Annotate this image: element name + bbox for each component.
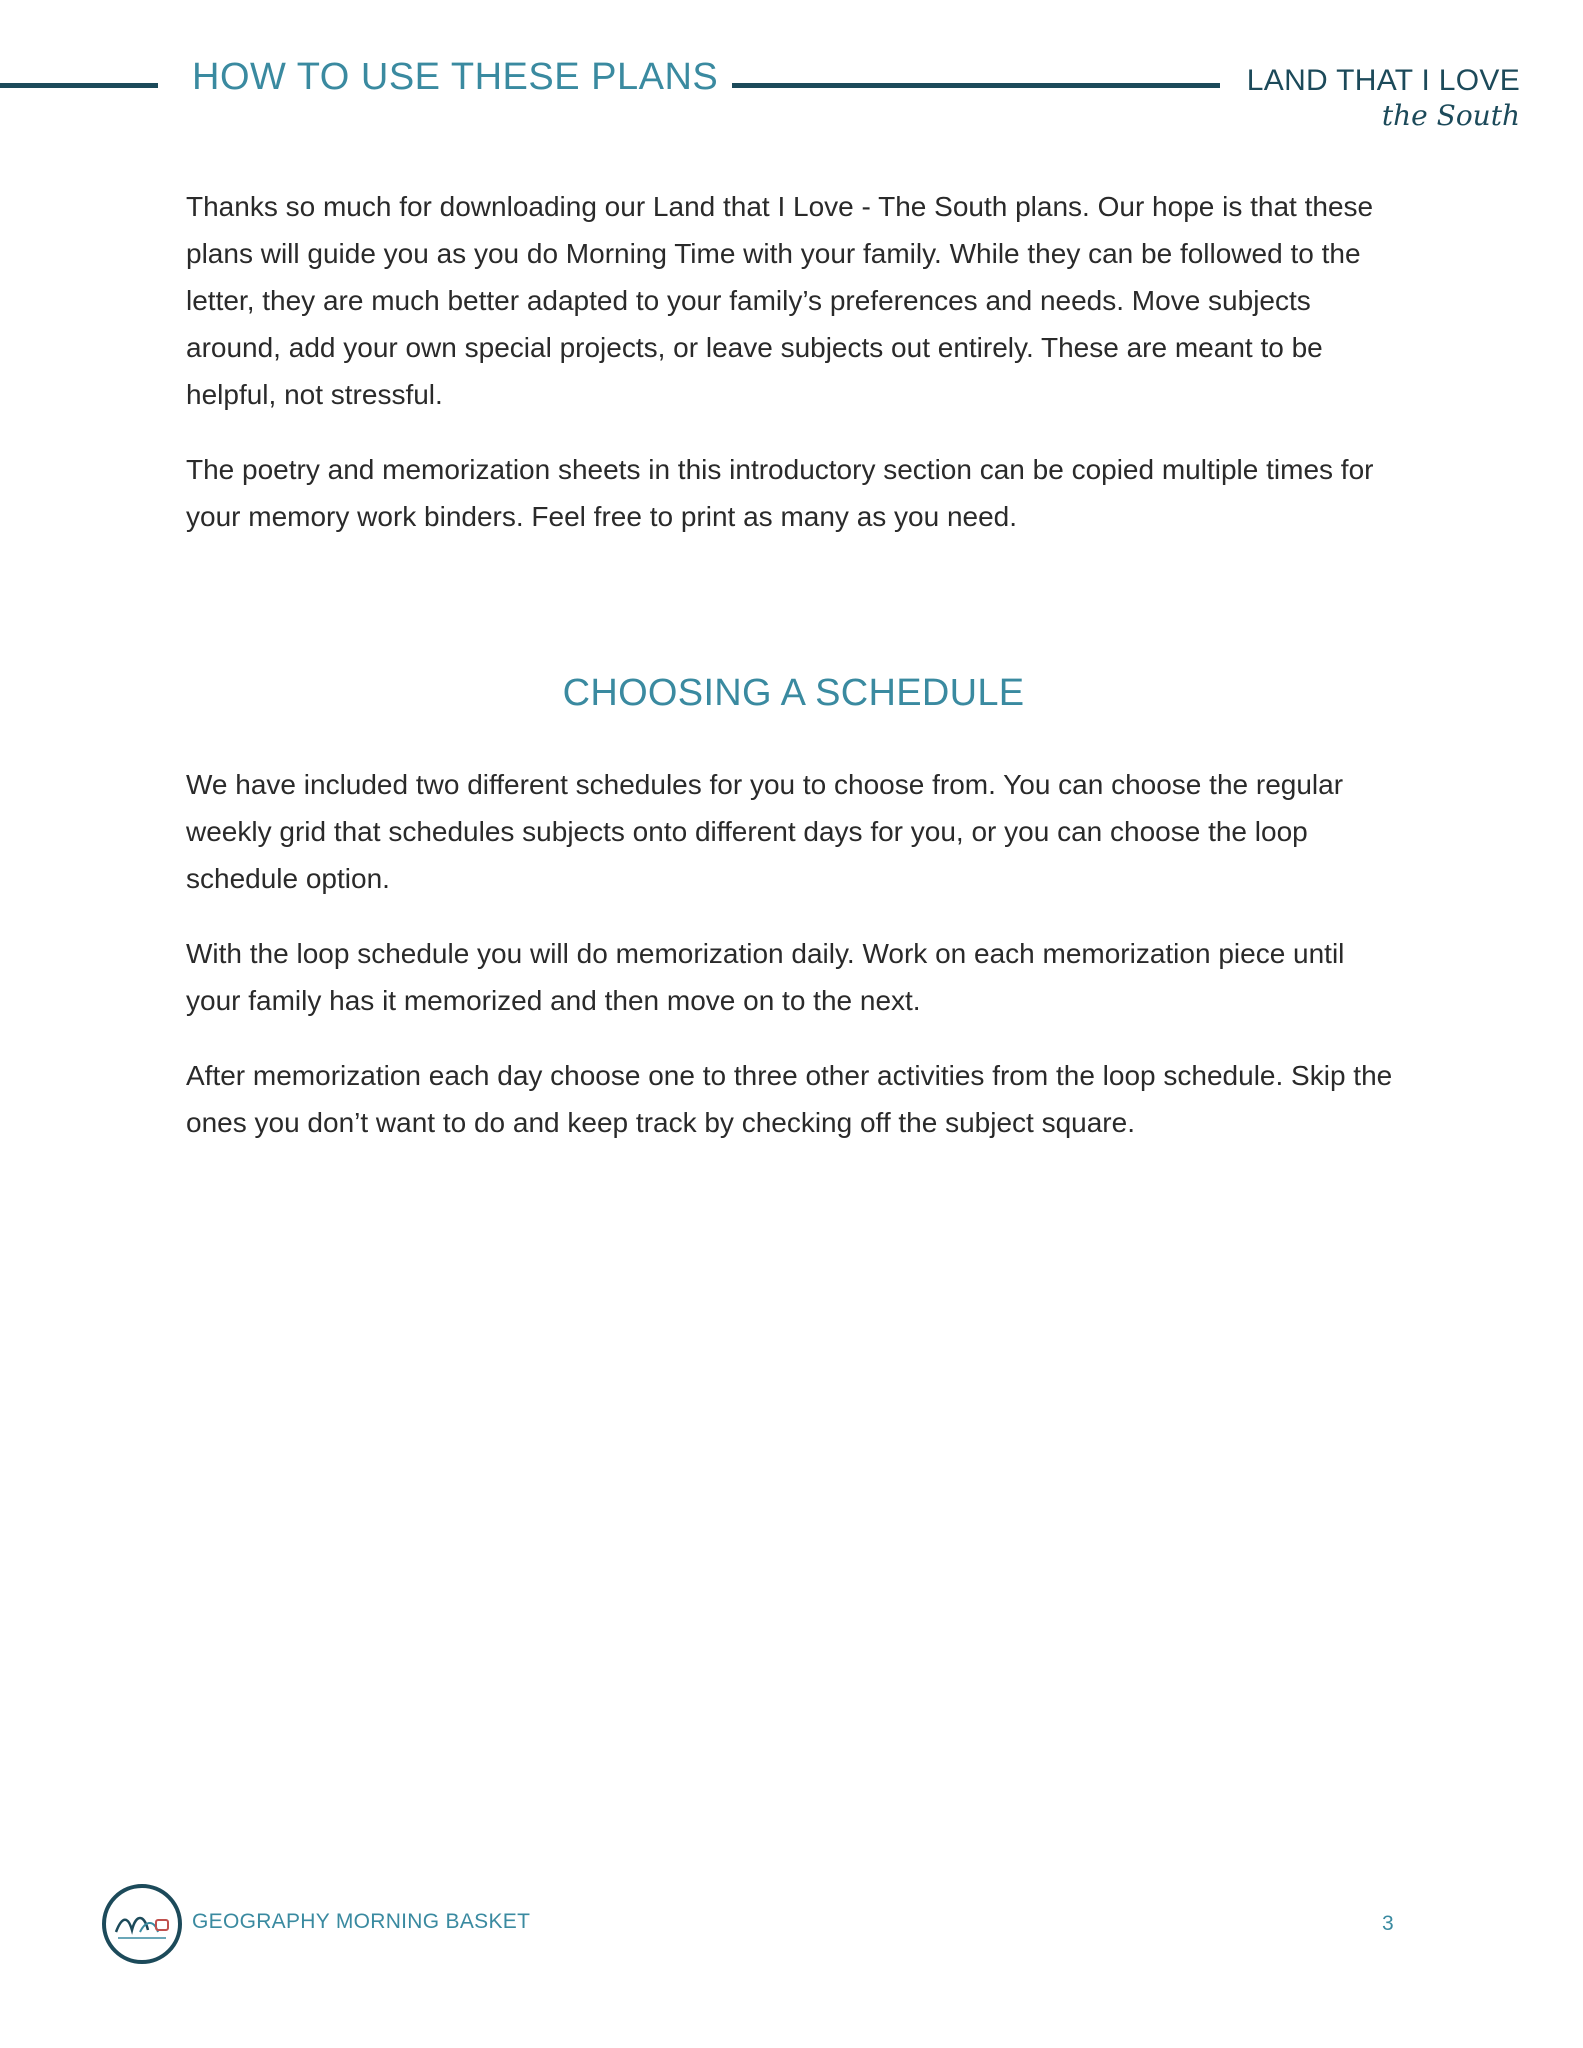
intro-paragraph-1: Thanks so much for downloading our Land that I Love - The South plans. Our hope is that these plans will guide you as you do Morning Time with your family. While they can be followed to the letter, they are much better adapted to your family’s preferences and needs. Move subjects around, add your own special projects, or leave subjects out entirely. These are meant to be helpful, not stressful. <box>186 191 1374 410</box>
footer-label: GEOGRAPHY MORNING BASKET <box>192 1910 531 1933</box>
brand-subtitle: the South <box>1381 99 1520 132</box>
schedule-paragraph-2: With the loop schedule you will do memorization daily. Work on each memorization piece until your family has it memorized and then move on to the next. <box>186 938 1345 1016</box>
brand-title: LAND THAT I LOVE <box>1246 64 1520 97</box>
schedule-paragraph-1: We have included two different schedules for you to choose from. You can choose the regular weekly grid that schedules subjects onto different days for you, or you can choose the loop schedule option. <box>186 769 1344 894</box>
intro-paragraph-2: The poetry and memorization sheets in this introductory section can be copied multiple times for your memory work binders. Feel free to print as many as you need. <box>186 454 1374 532</box>
page-number: 3 <box>1382 1912 1394 1935</box>
section-title: HOW TO USE THESE PLANS <box>192 56 719 98</box>
schedule-paragraph-3: After memorization each day choose one to three other activities from the loop schedule. Skip the ones you don’t want to do and keep track by checking off the subject square. <box>186 1060 1393 1138</box>
header-rule-left <box>0 83 158 88</box>
main-content <box>186 183 1401 1174</box>
morning-basket-logo-icon <box>102 1884 182 1964</box>
schedule-heading: CHOOSING A SCHEDULE <box>562 672 1025 714</box>
header-rule-middle <box>732 83 1220 88</box>
brand-block <box>1247 66 1520 130</box>
